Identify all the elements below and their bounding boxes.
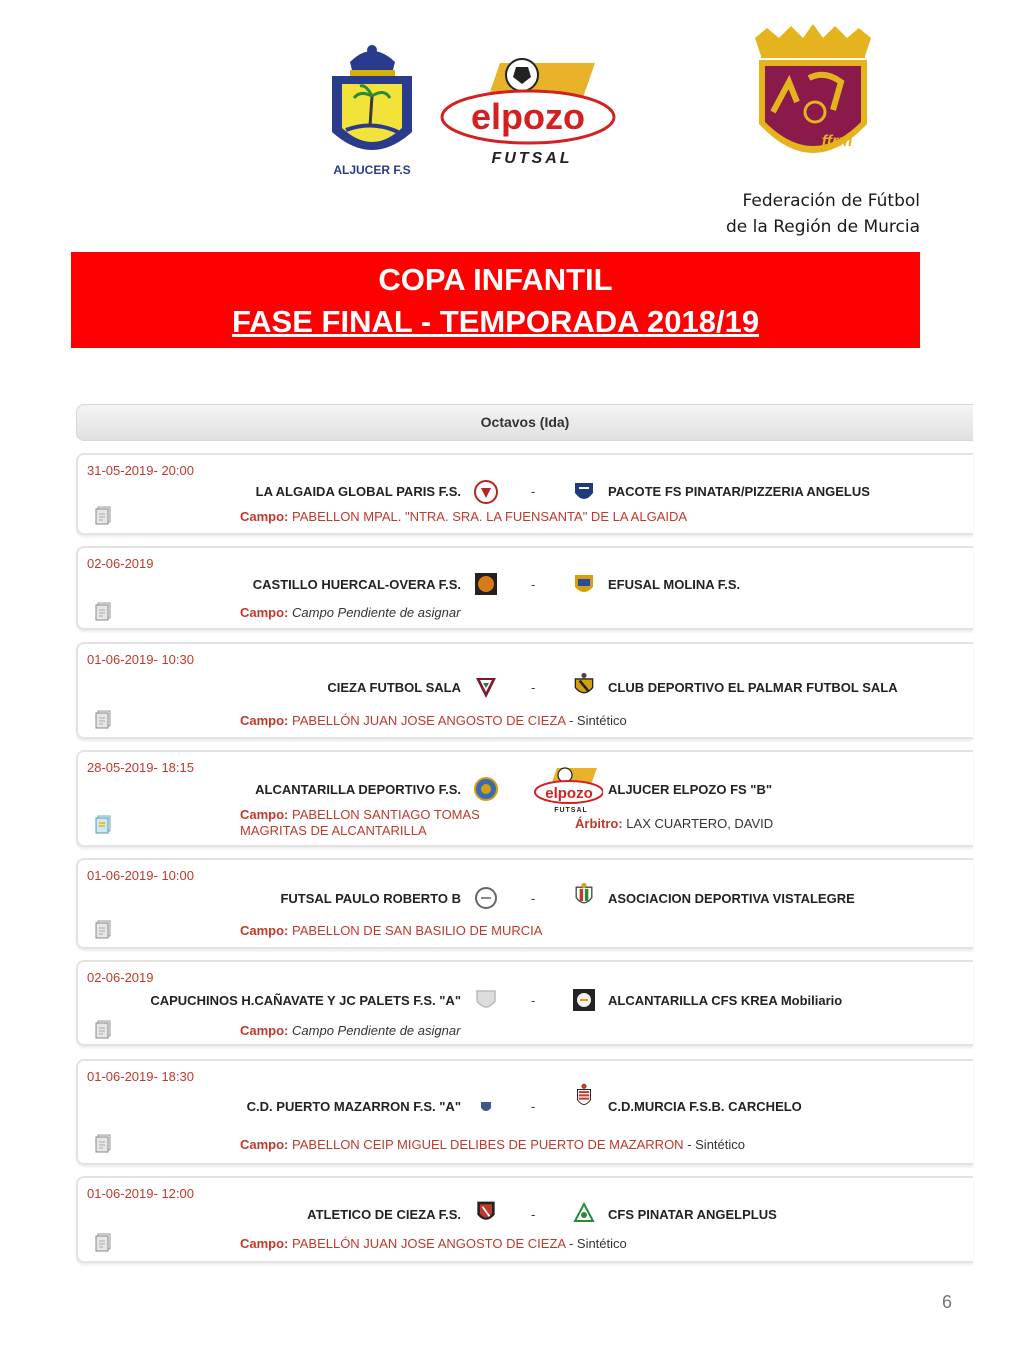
home-team-crest-icon (473, 776, 499, 802)
match-date: 28-05-2019- 18:15 (87, 760, 194, 775)
page-number: 6 (942, 1292, 953, 1312)
venue-name: PABELLÓN JUAN JOSE ANGOSTO DE CIEZA (292, 1236, 566, 1251)
referee-label: Árbitro: (575, 816, 623, 831)
match-date: 02-06-2019 (87, 556, 154, 571)
vs-separator: - (531, 577, 536, 592)
venue-line (240, 923, 542, 938)
home-team[interactable]: LA ALGAIDA GLOBAL PARIS F.S. (255, 484, 461, 499)
vs-separator: - (531, 891, 536, 906)
federation-name-line1: Federación de Fútbol (742, 191, 920, 211)
referee-line (575, 816, 773, 831)
vs-separator: - (531, 680, 536, 695)
venue-name: PABELLÓN JUAN JOSE ANGOSTO DE CIEZA (292, 713, 566, 728)
document-icon[interactable] (94, 814, 114, 834)
aljucer-fs-crest-logo (310, 40, 435, 180)
venue-name: PABELLON SANTIAGO TOMAS MAGRITAS DE ALCANTARILLA (240, 807, 480, 838)
surface-type: - Sintético (565, 1236, 627, 1251)
venue-line (240, 509, 687, 524)
home-team[interactable]: C.D. PUERTO MAZARRON F.S. "A" (246, 1099, 461, 1114)
ffrm-federation-crest-logo (745, 20, 880, 180)
futsal-crest-text: FUTSAL (554, 807, 588, 814)
away-team[interactable]: CLUB DEPORTIVO EL PALMAR FUTBOL SALA (608, 680, 898, 695)
home-team-crest-icon (473, 479, 499, 505)
referee-name: LAX CUARTERO, DAVID (626, 816, 774, 831)
away-team-crest-icon (571, 987, 597, 1013)
match-card[interactable] (76, 1176, 973, 1263)
season-title: FASE FINAL - TEMPORADA 2018/19 (231, 304, 760, 339)
venue-label: Campo: (240, 1023, 289, 1038)
venue-label: Campo: (240, 1137, 289, 1152)
venue-label: Campo: (240, 605, 289, 620)
title-banner (71, 252, 920, 348)
vs-separator: - (531, 1099, 536, 1114)
match-date: 01-06-2019- 10:30 (87, 652, 194, 667)
home-team-crest-icon (473, 1094, 499, 1120)
surface-type: - Sintético (683, 1137, 745, 1152)
match-card[interactable] (76, 546, 973, 630)
venue-name: PABELLON MPAL. "NTRA. SRA. LA FUENSANTA" DE LA ALGAIDA (292, 509, 688, 524)
away-team[interactable]: CFS PINATAR ANGELPLUS (608, 1207, 777, 1222)
venue-line (240, 1236, 627, 1251)
venue-label: Campo: (240, 509, 289, 524)
vs-separator: - (531, 993, 536, 1008)
match-card[interactable] (76, 642, 973, 739)
away-team[interactable]: C.D.MURCIA F.S.B. CARCHELO (608, 1099, 802, 1114)
venue-line (240, 605, 460, 620)
away-team-crest-icon (571, 1201, 597, 1227)
home-team[interactable]: CIEZA FUTBOL SALA (327, 680, 461, 695)
home-team[interactable]: ALCANTARILLA DEPORTIVO F.S. (255, 782, 461, 797)
match-card[interactable] (76, 960, 973, 1046)
federation-name (700, 188, 920, 240)
venue-name: Campo Pendiente de asignar (292, 605, 461, 620)
venue-line (240, 1137, 745, 1152)
vs-separator: - (531, 484, 536, 499)
document-icon[interactable] (94, 1019, 114, 1039)
match-card[interactable] (76, 453, 973, 535)
ffrm-logo-text: ffrm (821, 133, 853, 150)
elpozo-futsal-crest-icon (533, 766, 603, 814)
away-team-crest-icon (571, 672, 597, 698)
home-team-crest-icon (473, 987, 499, 1013)
competition-title: COPA INFANTIL (378, 262, 613, 297)
home-team-crest-icon (473, 674, 499, 700)
venue-label: Campo: (240, 713, 289, 728)
document-icon[interactable] (94, 1232, 114, 1252)
venue-name: PABELLON DE SAN BASILIO DE MURCIA (292, 923, 543, 938)
home-team-crest-icon (473, 885, 499, 911)
federation-name-line2: de la Región de Murcia (726, 217, 920, 237)
away-team[interactable]: ASOCIACION DEPORTIVA VISTALEGRE (608, 891, 855, 906)
match-card[interactable] (76, 1059, 973, 1165)
venue-line (240, 807, 510, 839)
away-team[interactable]: EFUSAL MOLINA F.S. (608, 577, 741, 592)
match-date: 02-06-2019 (87, 970, 154, 985)
away-team[interactable]: PACOTE FS PINATAR/PIZZERIA ANGELUS (608, 484, 870, 499)
match-date: 31-05-2019- 20:00 (87, 463, 194, 478)
home-team[interactable]: CASTILLO HUERCAL-OVERA F.S. (252, 577, 461, 592)
match-date: 01-06-2019- 12:00 (87, 1186, 194, 1201)
vs-separator: - (531, 1207, 536, 1222)
elpozo-crest-text: elpozo (545, 785, 593, 802)
venue-name: Campo Pendiente de asignar (292, 1023, 461, 1038)
document-icon[interactable] (94, 601, 114, 621)
match-date: 01-06-2019- 10:00 (87, 868, 194, 883)
venue-label: Campo: (240, 1236, 289, 1251)
venue-line (240, 713, 627, 728)
match-card[interactable] (76, 858, 973, 949)
document-icon[interactable] (94, 505, 114, 525)
away-team-crest-icon (571, 1083, 597, 1109)
away-team[interactable]: ALJUCER ELPOZO FS "B" (608, 782, 773, 797)
away-team-crest-icon (571, 882, 597, 908)
document-icon[interactable] (94, 709, 114, 729)
venue-name: PABELLON CEIP MIGUEL DELIBES DE PUERTO DE MAZARRON (292, 1137, 684, 1152)
document-icon[interactable] (94, 919, 114, 939)
venue-label: Campo: (240, 807, 289, 822)
home-team[interactable]: ATLETICO DE CIEZA F.S. (307, 1207, 461, 1222)
document-icon[interactable] (94, 1133, 114, 1153)
away-team[interactable]: ALCANTARILLA CFS KREA Mobiliario (608, 993, 843, 1008)
match-card[interactable] (76, 750, 973, 847)
home-team-crest-icon (473, 571, 499, 597)
elpozo-logo-text: elpozo (471, 96, 585, 137)
home-team-crest-icon (473, 1199, 499, 1225)
venue-label: Campo: (240, 923, 289, 938)
elpozo-futsal-logo (440, 55, 620, 170)
round-header[interactable]: Octavos (Ida) (76, 404, 973, 441)
venue-line (240, 1023, 460, 1038)
aljucer-logo-text: ALJUCER F.S (333, 163, 411, 177)
surface-type: - Sintético (565, 713, 627, 728)
home-team[interactable]: FUTSAL PAULO ROBERTO B (280, 891, 461, 906)
match-date: 01-06-2019- 18:30 (87, 1069, 194, 1084)
futsal-logo-text: FUTSAL (491, 150, 573, 167)
away-team-crest-icon (571, 571, 597, 597)
away-team-crest-icon (571, 479, 597, 505)
home-team[interactable]: CAPUCHINOS H.CAÑAVATE Y JC PALETS F.S. "A" (150, 993, 461, 1008)
